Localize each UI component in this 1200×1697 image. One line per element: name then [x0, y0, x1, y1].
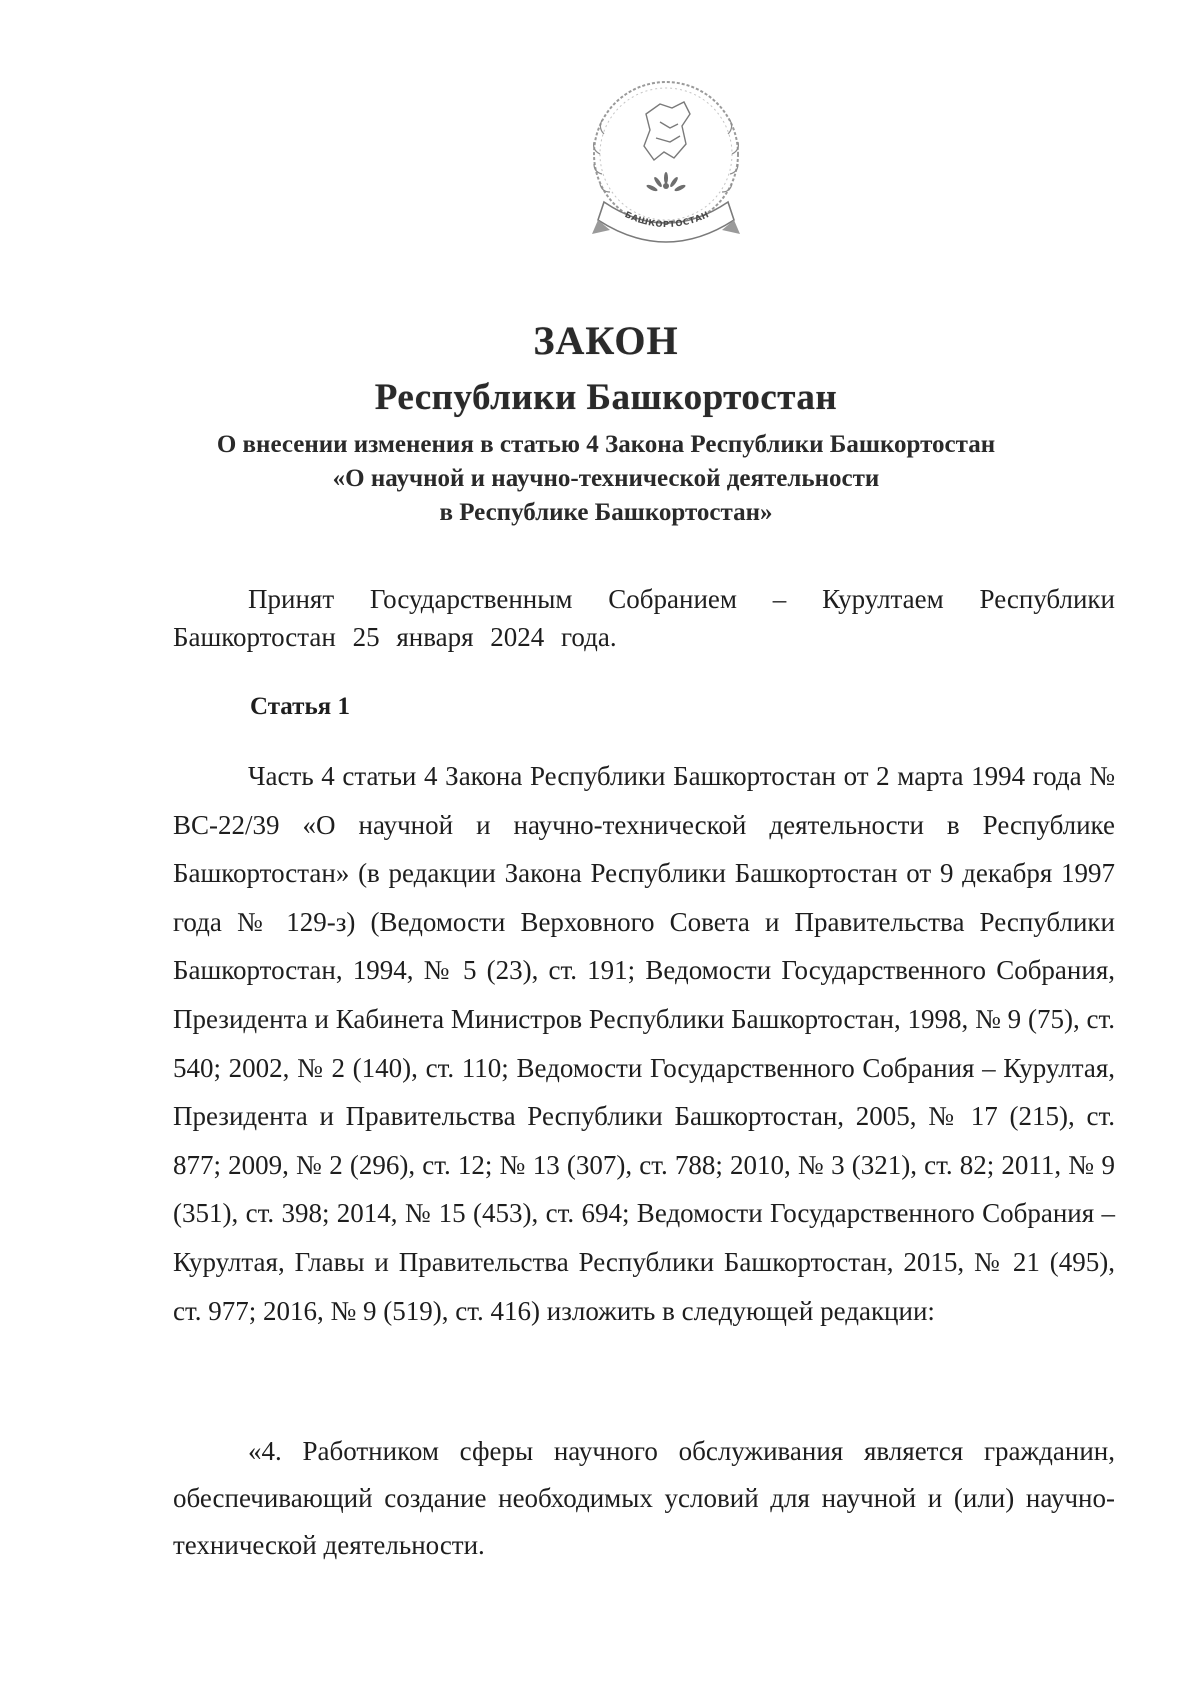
adoption-statement: Принят Государственным Собранием – Курултаем Республики Башкортостан 25 января 2024 года. — [173, 584, 1115, 652]
law-name-line: в Республике Башкортостан» — [439, 499, 773, 526]
article-heading: Статья 1 — [250, 693, 350, 720]
document-subtitle: Республики Башкортостан — [374, 377, 838, 418]
article-paragraph: Часть 4 статьи 4 Закона Республики Башкортостан от 2 марта 1994 года № ВС-22/39 «О научной и научно-технической деятельности в Республике Башкортостан» (в редакции Закона Республики Башкортостан от 9 декабря 1997 года № 129-з) (Ведомости Верховного Совета и Правительства Республики Башкортостан, 1994, № 5 (23), ст. 191; Ведомости Государственного Собрания, Президента и Кабинета Министров Республики Башкортостан, 1998, № 9 (75), ст. 540; 2002, № 2 (140), ст. 110; Ведомости Государственного Собрания – Курултая, Президента и Правительства Республики Башкортостан, 2005, № 17 (215), ст. 877; 2009, № 2 (296), ст. 12; № 13 (307), ст. 788; 2010, № 3 (321), ст. 82; 2011, № 9 (351), ст. 398; 2014, № 15 (453), ст. 694; Ведомости Государственного Собрания – Курултая, Главы и Правительства Республики Башкортостан, 2015, № 21 (495), ст. 977; 2016, № 9 (519), ст. 416) изложить в следующей редакции: — [173, 761, 1115, 1326]
law-name-line: «О научной и научно-технической деятельности — [332, 465, 880, 492]
ribbon-text: БАШКОРТОСТАН — [623, 209, 711, 231]
article-paragraph-quote: «4. Работником сферы научного обслуживания является гражданин, обеспечивающий создание необходимых условий для научной и (или) научно-технической деятельности. — [173, 1436, 1115, 1560]
document-title: ЗАКОН — [533, 318, 679, 363]
coat-of-arms-icon — [574, 74, 758, 262]
law-name-line: О внесении изменения в статью 4 Закона Республики Башкортостан — [216, 431, 996, 458]
